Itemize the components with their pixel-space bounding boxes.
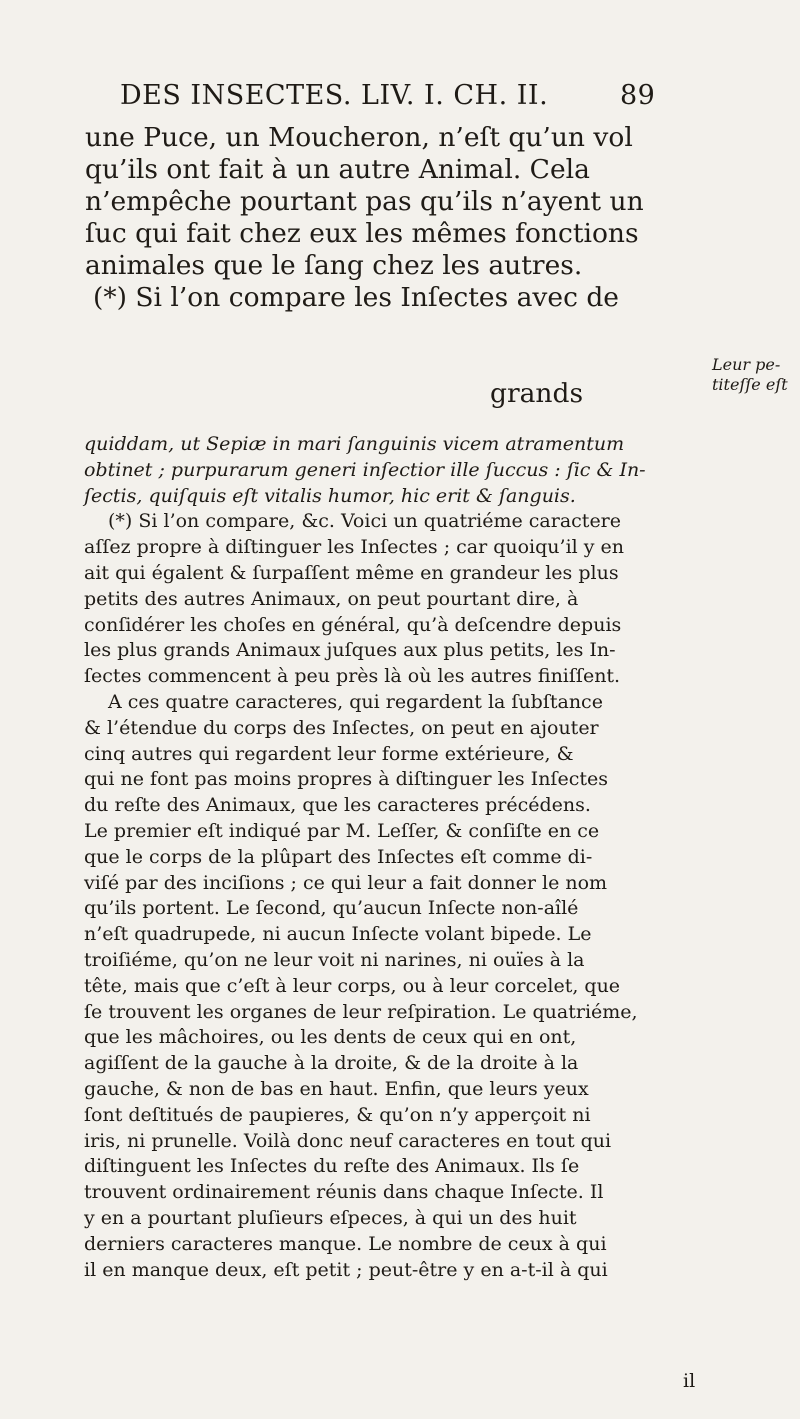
footnote-catchword: il: [683, 1370, 696, 1392]
footnote-line: il en manque deux, eſt petit ; peut-être y en a-t-il à qui: [84, 1258, 608, 1281]
main-text: [85, 122, 665, 409]
footnote-line: (*) Si l’on compare, &c. Voici un quatriéme caractere: [108, 510, 622, 533]
footnote-line: du reſte des Animaux, que les caracteres précédens.: [84, 794, 591, 817]
footnote-line: que les mâchoires, ou les dents de ceux qui en ont,: [84, 1026, 577, 1049]
main-text-line: une Puce, un Moucheron, n’eſt qu’un vol: [85, 122, 633, 153]
footnote-line: y en a pourtant pluſieurs eſpeces, à qui un des huit: [84, 1206, 577, 1229]
page-number: 89: [620, 80, 656, 111]
footnote-line: cinq autres qui regardent leur forme extérieure, &: [84, 742, 574, 765]
footnote-line: qui ne font pas moins propres à diſtinguer les Inſectes: [84, 768, 608, 791]
main-text-line: (*) Si l’on compare les Inſectes avec de: [93, 282, 619, 313]
footnote-line: obtinet ; purpurarum generi inſectior ille ſuccus : ſic & In-: [84, 458, 646, 481]
footnote-line: tête, mais que c’eſt à leur corps, ou à leur corcelet, que: [84, 974, 621, 997]
footnote-line: n’eſt quadrupede, ni aucun Inſecte volant bipede. Le: [84, 923, 592, 946]
footnote-line: troiſiéme, qu’on ne leur voit ni narines, ni ouïes à la: [84, 948, 585, 971]
footnote-line: Le premier eſt indiqué par M. Leſſer, & conſiſte en ce: [84, 819, 600, 842]
footnote-line: ſe trouvent les organes de leur reſpiration. Le quatriéme,: [84, 1000, 638, 1023]
main-text-line: ſuc qui fait chez eux les mêmes fonctions: [85, 218, 639, 249]
main-text-line: qu’ils ont fait à un autre Animal. Cela: [85, 154, 590, 185]
footnote-line: A ces quatre caracteres, qui regardent la ſubſtance: [108, 690, 603, 713]
footnote-line: ſont deſtitués de paupieres, & qu’on n’y apperçoit ni: [84, 1103, 591, 1126]
footnote-line: agiſſent de la gauche à la droite, & de la droite à la: [84, 1052, 579, 1075]
footnote-line: & l’étendue du corps des Inſectes, on peut en ajouter: [84, 716, 599, 739]
footnote-line: petits des autres Animaux, on peut pourtant dire, à: [84, 587, 579, 610]
footnote-line: ſectis, quiſquis eſt vitalis humor, hic erit & ſanguis.: [84, 484, 576, 507]
footnote-line: aſſez propre à diſtinguer les Inſectes ; car quoiqu’il y en: [84, 536, 625, 559]
main-text-line: n’empêche pourtant pas qu’ils n’ayent un: [85, 186, 644, 217]
footnote-line: viſé par des inciſions ; ce qui leur a fait donner le nom: [84, 871, 608, 894]
footnote-line: conſidérer les choſes en général, qu’à deſcendre depuis: [84, 613, 622, 636]
margin-note-line: titeſſe eſt: [712, 375, 788, 394]
footnote-line: gauche, & non de bas en haut. Enfin, que leurs yeux: [84, 1077, 589, 1100]
margin-note: [712, 355, 797, 395]
footnote-line: ſectes commencent à peu près là où les autres finiſſent.: [84, 665, 621, 688]
footnote-line: ait qui égalent & ſurpaſſent même en grandeur les plus: [84, 561, 619, 584]
footnote-line: que le corps de la plûpart des Inſectes eſt comme di-: [84, 845, 593, 868]
footnote-line: quiddam, ut Sepiæ in mari ſanguinis vicem atramentum: [84, 433, 625, 455]
footnote-line: qu’ils portent. Le ſecond, qu’aucun Inſecte non-aîlé: [84, 897, 579, 920]
margin-note-line: Leur pe-: [712, 355, 781, 374]
footnote-line: derniers caracteres manque. Le nombre de ceux à qui: [84, 1232, 607, 1255]
footnote-line: iris, ni prunelle. Voilà donc neuf caracteres en tout qui: [84, 1129, 612, 1152]
catchword: grands: [490, 378, 584, 409]
footnote: [84, 432, 704, 1283]
main-text-line: animales que le ſang chez les autres.: [85, 250, 583, 281]
footnote-line: diſtinguent les Inſectes du reſte des Animaux. Ils ſe: [84, 1155, 580, 1178]
footnote-line: les plus grands Animaux juſques aux plus petits, les In-: [84, 639, 616, 662]
footnote-line: trouvent ordinairement réunis dans chaque Inſecte. Il: [84, 1181, 604, 1204]
running-title: DES INSECTES. LIV. I. CH. II.: [120, 80, 549, 111]
